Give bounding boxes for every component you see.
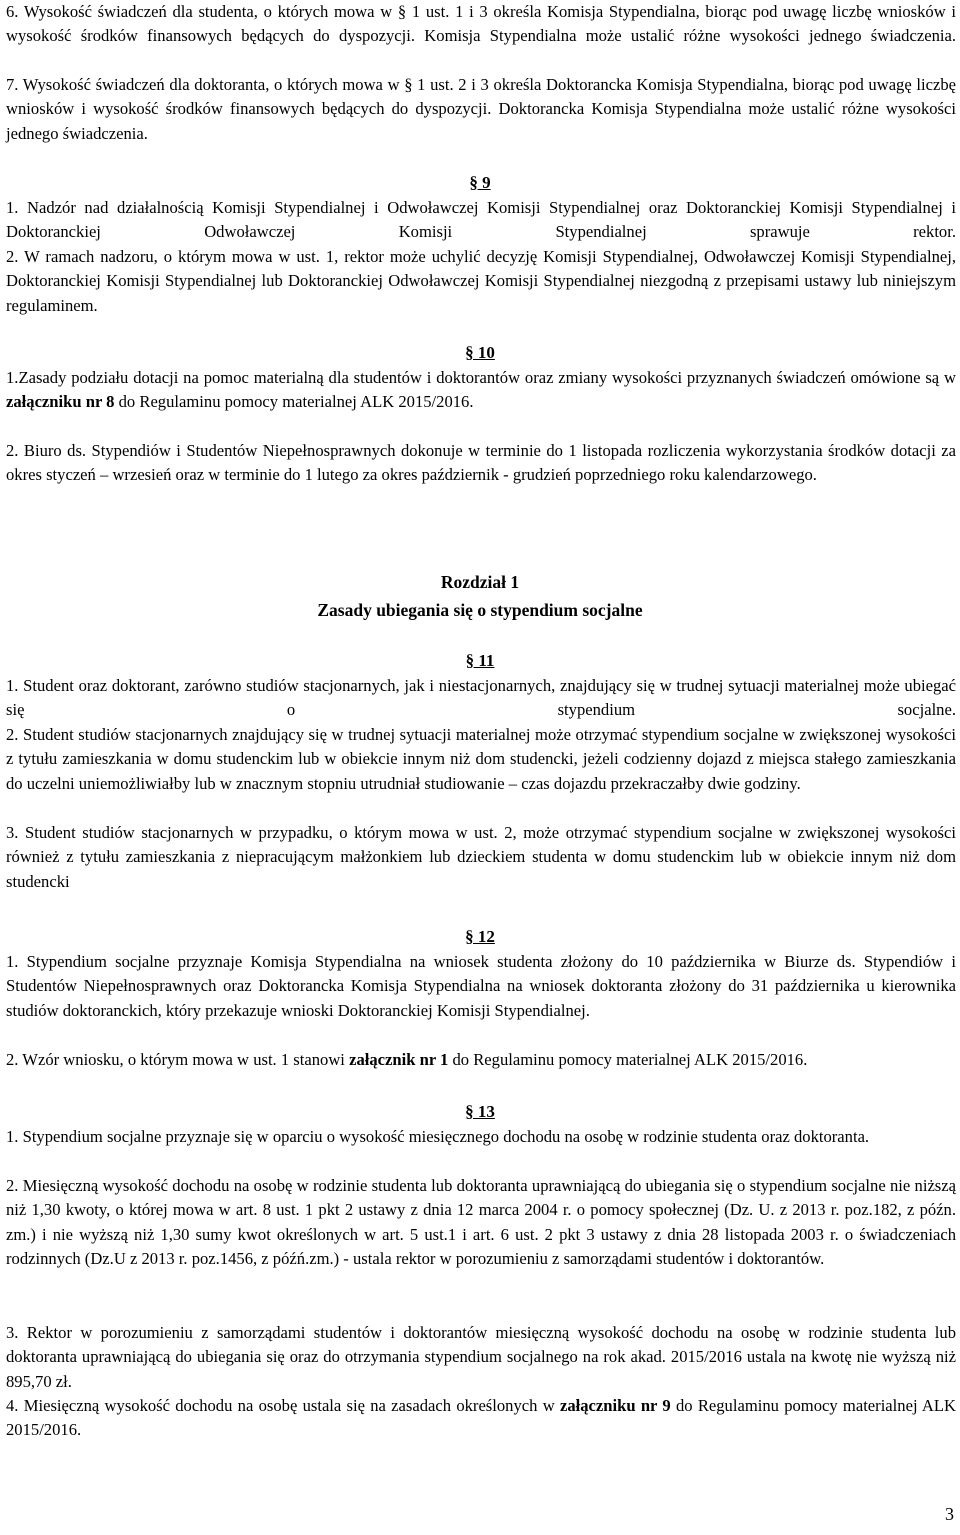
section-heading-12: § 12 [465, 927, 495, 946]
attachment-8-reference: załączniku nr 8 [6, 392, 115, 412]
section-13-point-3: 3. Rektor w porozumieniu z samorządami studentów i doktorantów miesięczną wysokość dochodu na osobę w rodzinie studenta lub doktoranta uprawniającą do ubiegania się oraz do otrzymania stypendium socjalnego na rok akad. 2015/2016 ustala na kwotę nie wyższą niż 895,70 zł. [6, 1323, 956, 1391]
section-12-point-1: 1. Stypendium socjalne przyznaje Komisja Stypendialna na wniosek studenta złożony do 10 października w Biurze ds. Stypendiów i Studentów Niepełnosprawnych oraz Doktorancka Komisja Stypendialna na wniosek doktoranta złożony do 31 października u kierownika studiów doktoranckich, który przekazuje wnioski Doktoranckiej Komisji Stypendialnej. [6, 952, 956, 1020]
paragraph-7: 7. Wysokość świadczeń dla doktoranta, o których mowa w § 1 ust. 2 i 3 określa Doktorancka Komisja Stypendialna, biorąc pod uwagę liczbę wniosków i wysokość środków finansowych będących do dyspozycji. Doktorancka Komisja Stypendialna może ustalić różne wysokości jednego świadczenia. [6, 75, 956, 143]
section-11-point-2: 2. Student studiów stacjonarnych znajdujący się w trudnej sytuacji materialnej może otrzymać stypendium socjalne w zwiększonej wysokości z tytułu zamieszkania w domu studenckim lub w obiekcie innym niż dom studencki, jeżeli codzienny dojazd z miejsca stałego zamieszkania do uczelni uniemożliwiałby lub w znacznym stopniu utrudniał studiowanie – czas dojazdu przekraczałby dwie godziny. [6, 725, 956, 793]
section-9-point-2: 2. W ramach nadzoru, o którym mowa w ust. 1, rektor może uchylić decyzję Komisji Stypendialnej, Odwoławczej Komisji Stypendialnej, Doktoranckiej Komisji Stypendialnej lub Doktoranckiej Odwoławczej Komisji Stypendialnej niezgodną z przepisami ustawy lub niniejszym regulaminem. [6, 247, 956, 315]
section-10-point-1: 1.Zasady podziału dotacji na pomoc materialną dla studentów i doktorantów oraz zmiany wysokości przyznanych świadczeń omówione są w załączniku nr 8 do Regulaminu pomocy materialnej ALK 2015/2016. [6, 368, 956, 412]
chapter-number: Rozdział 1 [440, 572, 520, 592]
section-11-point-3: 3. Student studiów stacjonarnych w przypadku, o którym mowa w ust. 2, może otrzymać stypendium socjalne w zwiększonej wysokości również z tytułu zamieszkania z niepracującym małżonkiem lub dzieckiem studenta w domu studenckim lub w obiekcie innym niż dom studencki [6, 823, 956, 891]
section-13-point-2: 2. Miesięczną wysokość dochodu na osobę w rodzinie studenta lub doktoranta uprawniającą do ubiegania się o stypendium socjalne nie niższą niż 1,30 kwoty, o której mowa w art. 8 ust. 1 pkt 2 ustawy z dnia 12 marca 2004 r. o pomocy społecznej (Dz. U. z 2013 r. poz.182, z późn. zm.) i nie wyższą niż 1,30 sumy kwot określonych w art. 5 ust.1 i art. 6 ust. 2 pkt 3 ustawy z dnia 28 listopada 2003 r. o świadczeniach rodzinnych (Dz.U z 2013 r. poz.1456, z późń.zm.) - ustala rektor w porozumieniu z samorządami studentów i doktorantów. [6, 1176, 956, 1268]
section-10-point-2: 2. Biuro ds. Stypendiów i Studentów Niepełnosprawnych dokonuje w terminie do 1 listopada rozliczenia wykorzystania środków dotacji za okres styczeń – wrzesień oraz w terminie do 1 lutego za okres październik - grudzień poprzedniego roku kalendarzowego. [6, 441, 956, 485]
section-heading-9: § 9 [469, 173, 491, 192]
section-heading-10: § 10 [465, 343, 495, 362]
attachment-9-reference: załączniku nr 9 [559, 1396, 671, 1415]
chapter-title: Zasady ubiegania się o stypendium socjalne [317, 600, 643, 620]
section-heading-11: § 11 [465, 651, 495, 670]
attachment-1-reference: załącznik nr 1 [349, 1050, 449, 1069]
paragraph-6: 6. Wysokość świadczeń dla studenta, o których mowa w § 1 ust. 1 i 3 określa Komisja Stypendialna, biorąc pod uwagę liczbę wniosków i wysokość środków finansowych będących do dyspozycji. Komisja Stypendialna może ustalić różne wysokości jednego świadczenia. [6, 2, 956, 46]
section-13-point-1: 1. Stypendium socjalne przyznaje się w oparciu o wysokość miesięcznego dochodu na osobę w rodzinie studenta oraz doktoranta. [6, 1127, 870, 1146]
section-12-point-2: 2. Wzór wniosku, o którym mowa w ust. 1 stanowi załącznik nr 1 do Regulaminu pomocy materialnej ALK 2015/2016. [6, 1050, 808, 1069]
section-11-point-1: 1. Student oraz doktorant, zarówno studiów stacjonarnych, jak i niestacjonarnych, znajdujący się w trudnej sytuacji materialnej może ubiegać się o stypendium socjalne. [6, 676, 956, 720]
section-9-point-1: 1. Nadzór nad działalnością Komisji Stypendialnej i Odwoławczej Komisji Stypendialnej oraz Doktoranckiej Komisji Stypendialnej i Doktoranckiej Odwoławczej Komisji Stypendialnej sprawuje rektor. [6, 198, 956, 242]
section-heading-13: § 13 [465, 1102, 495, 1121]
section-13-point-4: 4. Miesięczną wysokość dochodu na osobę ustala się na zasadach określonych w załączniku nr 9 do Regulaminu pomocy materialnej ALK 2015/2016. [6, 1396, 957, 1440]
page-number: 3 [945, 1504, 954, 1524]
